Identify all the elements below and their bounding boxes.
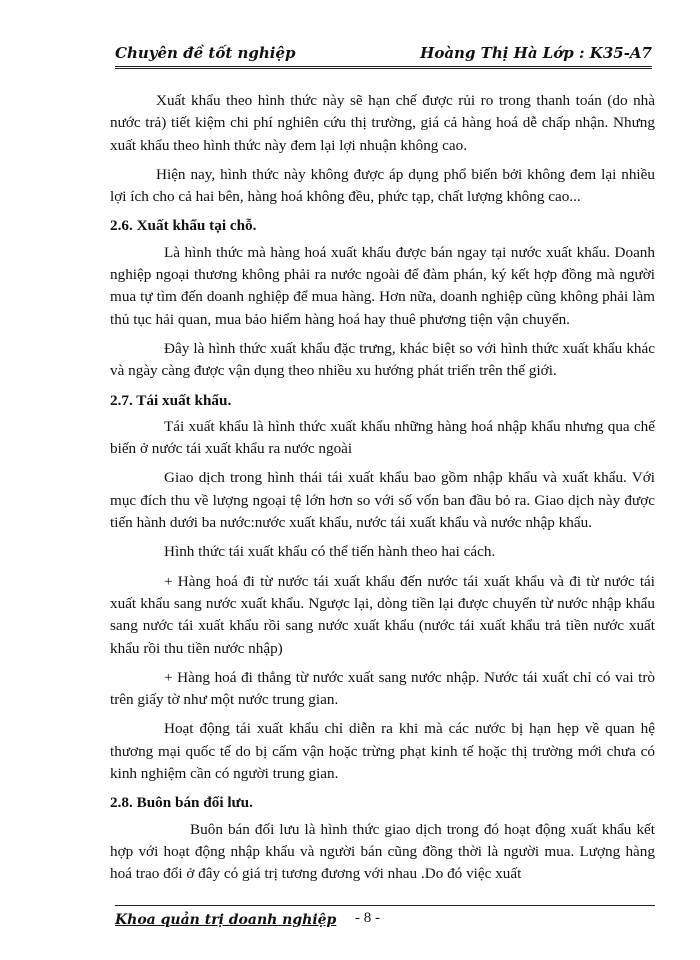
paragraph: Giao dịch trong hình thái tái xuất khẩu bao gồm nhập khẩu và xuất khẩu. Với mục đích thu về lượng ngoại tệ lớn hơn so với số vốn ban đầu bỏ ra. Giao dịch này được tiến hành dưới ba nước:nước xuất khẩu, nước tái xuất khẩu và nước nhập khẩu.	[110, 469, 655, 532]
list-item: + Hàng hoá đi từ nước tái xuất khẩu đến nước tái xuất khẩu và đi từ nước tái xuất khẩu sang nước xuất khẩu. Ngược lại, dòng tiền lại được chuyển từ nước nhập khẩu sang nước tái xuất khẩu rồi sang nước xuất khẩu (nước tái xuất khẩu trả tiền nước xuất khẩu rồi thu tiền nước nhập)	[110, 572, 655, 657]
section-heading-2-8: 2.8. Buôn bán đối lưu.	[110, 794, 253, 812]
page-header	[115, 44, 652, 69]
document-body	[110, 90, 655, 893]
paragraph: Buôn bán đối lưu là hình thức giao dịch trong đó hoạt động xuất khẩu kết hợp với hoạt động nhập khẩu và người bán cũng đồng thời là người mua. Lượng hàng hoá trao đổi ở đây có giá trị tương đương với nhau .Do đó việc xuất	[110, 820, 655, 883]
paragraph: Tái xuất khẩu là hình thức xuất khẩu những hàng hoá nhập khẩu nhưng qua chế biến ở nước tái xuất khẩu ra nước ngoài	[110, 417, 655, 458]
header-title: Chuyên đề tốt nghiệp	[115, 44, 296, 62]
section-heading-2-7: 2.7. Tái xuất khẩu.	[110, 391, 232, 409]
paragraph: Hiện nay, hình thức này không được áp dụng phổ biến bởi không đem lại nhiều lợi ích cho cả hai bên, hàng hoá không đều, phức tạp, chất lượng không cao...	[110, 165, 655, 206]
section-heading-2-6: 2.6. Xuất khẩu tại chỗ.	[110, 217, 257, 235]
page-footer	[115, 905, 655, 946]
paragraph: Xuất khẩu theo hình thức này sẽ hạn chế được rủi ro trong thanh toán (do nhà nước trả) tiết kiệm chi phí nghiên cứu thị trường, giá cả hàng hoá dễ chấp nhận. Nhưng xuất khẩu theo hình thức này đem lại lợi nhuận không cao.	[110, 92, 655, 154]
footer-department: Khoa quản trị doanh nghiệp	[115, 912, 337, 928]
paragraph: Là hình thức mà hàng hoá xuất khẩu được bán ngay tại nước xuất khẩu. Doanh nghiệp ngoại thương không phải ra nước ngoài để đàm phán, ký kết hợp đồng mà người mua tự tìm đến doanh nghiệp để mua hàng. Hơn nữa, doanh nghiệp cũng không phải làm thủ tục hải quan, mua bảo hiểm hàng hoá hay thuê phương tiện vận chuyển.	[110, 243, 655, 328]
paragraph: Hình thức tái xuất khẩu có thể tiến hành theo hai cách.	[164, 543, 496, 561]
header-author-class: Hoàng Thị Hà Lớp : K35-A7	[420, 44, 652, 62]
list-item: + Hàng hoá đi thẳng từ nước xuất sang nước nhập. Nước tái xuất chỉ có vai trò trên giấy tờ như một nước trung gian.	[110, 668, 655, 709]
paragraph: Hoạt động tái xuất khẩu chỉ diễn ra khi mà các nước bị hạn hẹp về quan hệ thương mại quốc tế do bị cấm vận hoặc trừng phạt kinh tế hoặc thị trường mới chưa có kinh nghiệm cần có người trung gian.	[110, 720, 655, 783]
page-number: - 8 -	[355, 910, 380, 926]
paragraph: Đây là hình thức xuất khẩu đặc trưng, khác biệt so với hình thức xuất khẩu khác và ngày càng được vận dụng theo nhiều xu hướng phát triển trên thế giới.	[110, 339, 655, 380]
